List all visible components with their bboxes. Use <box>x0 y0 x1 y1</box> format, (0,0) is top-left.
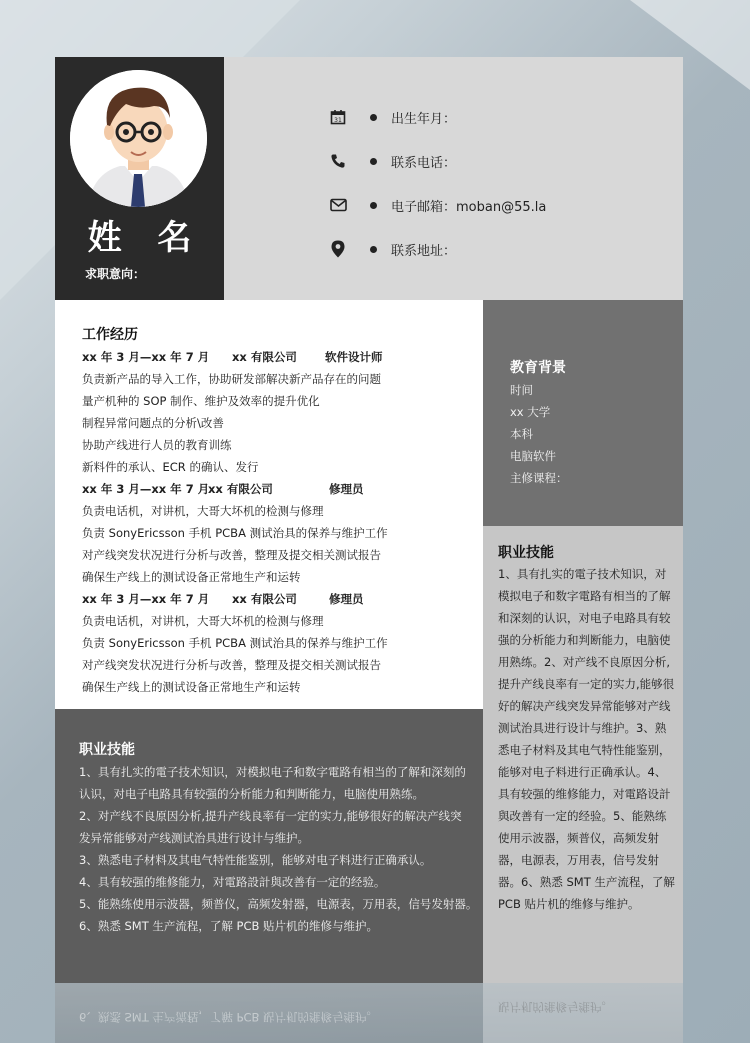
job-duty: 对产线突发状况进行分析与改善，整理及提交相关测试报告 <box>82 548 381 562</box>
job-company: xx 有限公司 <box>232 350 297 364</box>
job-duty: 量产机种的 SOP 制作、维护及效率的提升优化 <box>82 394 320 408</box>
job-duty: 确保生产线上的测试设备正常地生产和运转 <box>82 570 301 584</box>
info-row-birth <box>328 105 456 129</box>
location-pin-icon <box>328 239 348 259</box>
skills-main-section <box>55 709 483 983</box>
bullet-dot <box>370 158 377 165</box>
job-duty: 负责 SonyEricsson 手机 PCBA 测试治具的保养与维护工作 <box>82 636 388 650</box>
skills-sidebar-section <box>483 526 683 983</box>
work-experience-section <box>55 300 483 709</box>
info-row-email <box>328 193 546 217</box>
calendar-icon <box>328 107 348 127</box>
phone-icon <box>328 151 348 171</box>
job-duty: 负责电话机，对讲机，大哥大坏机的检测与修理 <box>82 504 324 518</box>
profile-panel <box>55 57 224 300</box>
skills-sidebar-title: 职业技能 <box>498 545 554 561</box>
education-item: 主修课程： <box>510 471 568 485</box>
job-duty: 负责 SonyEricsson 手机 PCBA 测试治具的保养与维护工作 <box>82 526 388 540</box>
education-item: 本科 <box>510 427 533 441</box>
job-duty: 制程异常问题点的分析\改善 <box>82 416 224 430</box>
skill-item: 认识，对电子电路具有较强的分析能力和判断能力，电脑使用熟练。 <box>79 787 424 801</box>
education-title: 教育背景 <box>510 360 566 376</box>
job-period: xx 年 3 月—xx 年 7 月 <box>82 482 210 496</box>
job-duty: 新料件的承认、ECR 的确认、发行 <box>82 460 259 474</box>
job-duty: 确保生产线上的测试设备正常地生产和运转 <box>82 680 301 694</box>
mail-icon <box>328 195 348 215</box>
job-header <box>82 346 477 368</box>
reflection-text-left: 6、熟悉 SMT 生产流程，了解 PCB 贴片机的维修与维护。 <box>79 1010 379 1024</box>
education-section <box>483 300 683 526</box>
job-company: xx 有限公司 <box>208 482 273 496</box>
avatar <box>70 70 207 207</box>
address-label: 联系地址： <box>391 243 457 259</box>
job-duty: 对产线突发状况进行分析与改善，整理及提交相关测试报告 <box>82 658 381 672</box>
skills-main-title: 职业技能 <box>79 742 135 758</box>
job-company: xx 有限公司 <box>232 592 297 606</box>
job-duty: 负责新产品的导入工作，协助研发部解决新产品存在的问题 <box>82 372 381 386</box>
job-intent-label: 求职意向： <box>85 267 146 281</box>
job-position: 软件设计师 <box>325 350 383 364</box>
bullet-dot <box>370 246 377 253</box>
email-label: 电子邮箱：moban@55.la <box>391 199 547 215</box>
reflection-text-right: 贴片机的维修与维护。 <box>498 1000 613 1014</box>
resume-sheet <box>55 57 683 983</box>
contact-info-panel <box>224 57 683 300</box>
job-position: 修理员 <box>329 482 364 496</box>
info-row-address <box>328 237 456 261</box>
skill-item: 2、对产线不良原因分析,提升产线良率有一定的实力,能够很好的解决产线突 <box>79 809 462 823</box>
skills-sidebar-text: 1、具有扎实的電子技术知识，对模拟电子和数字電路有相当的了解和深刻的认识，对电子电路具有较强的分析能力和判断能力，电脑使用熟练。2、对产线不良原因分析,提升产线良率有一定的实力,能够很好的解决产线突发异常能够对产线测试治具进行设计与维护。3、熟悉电子材料及其电气特性能鉴别，能够对电子料进行正确承认。4、具有较强的维修能力，对電路设計與改善有一定的经验。5、能熟练使用示波器，频普仪，高频发射器，电源表，万用表，信号发射器。6、熟悉 SMT 生产流程，了解 PCB 贴片机的维修与维护。 <box>498 567 675 911</box>
bullet-dot <box>370 114 377 121</box>
job-duty: 负责电话机，对讲机，大哥大坏机的检测与修理 <box>82 614 324 628</box>
education-item: 时间 <box>510 383 533 397</box>
skill-item: 5、能熟练使用示波器，频普仪，高频发射器，电源表，万用表，信号发射器。 <box>79 897 478 911</box>
job-header <box>82 478 477 500</box>
birth-date-label: 出生年月： <box>391 111 457 127</box>
job-position: 修理员 <box>329 592 364 606</box>
skill-item: 3、熟悉电子材料及其电气特性能鉴别，能够对电子料进行正确承认。 <box>79 853 432 867</box>
education-item: 电脑软件 <box>510 449 556 463</box>
job-period: xx 年 3 月—xx 年 7 月 <box>82 350 210 364</box>
phone-label: 联系电话： <box>391 155 457 171</box>
skill-item: 4、具有较强的维修能力，对電路設計與改善有一定的经验。 <box>79 875 386 889</box>
page-reflection <box>55 983 683 1043</box>
job-header <box>82 588 477 610</box>
skill-item: 发异常能够对产线测试治具进行设计与维护。 <box>79 831 309 845</box>
work-experience-title: 工作经历 <box>82 327 138 343</box>
cartoon-man-icon <box>70 70 207 207</box>
job-period: xx 年 3 月—xx 年 7 月 <box>82 592 210 606</box>
skill-item: 6、熟悉 SMT 生产流程，了解 PCB 贴片机的维修与维护。 <box>79 919 379 933</box>
bullet-dot <box>370 202 377 209</box>
education-item: xx 大学 <box>510 405 551 419</box>
svg-text:31: 31 <box>334 116 342 124</box>
job-duty: 协助产线进行人员的教育训练 <box>82 438 232 452</box>
skill-item: 1、具有扎实的電子技术知识，对模拟电子和数字電路有相当的了解和深刻的 <box>79 765 466 779</box>
candidate-name: 姓 名 <box>87 218 204 258</box>
info-row-phone <box>328 149 456 173</box>
